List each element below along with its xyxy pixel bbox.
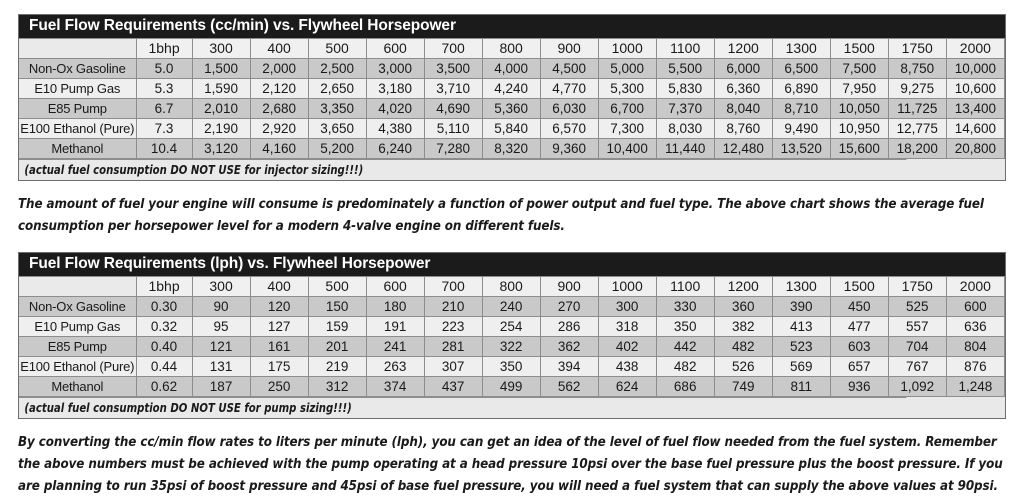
cell: 523 [772,337,830,357]
cell: 2,190 [192,119,250,139]
table-row [19,119,1005,139]
cell: 10,950 [830,119,888,139]
cell: 350 [656,317,714,337]
column-header: 600 [366,39,424,59]
cell: 382 [714,317,772,337]
cell: 2,920 [250,119,308,139]
table-row [19,79,1005,99]
table-footnote-lph: (actual fuel consumption DO NOT USE for pump sizing!!!) [19,397,906,418]
column-header: 1000 [598,39,656,59]
column-header: 700 [424,277,482,297]
cell: 0.40 [136,337,192,357]
table-footnote-ccmin: (actual fuel consumption DO NOT USE for injector sizing!!!) [19,159,906,180]
cell: 12,775 [888,119,946,139]
cell: 10.4 [136,139,192,159]
cell: 562 [540,377,598,397]
cell: 95 [192,317,250,337]
cell: 8,320 [482,139,540,159]
row-label: Non-Ox Gasoline [19,59,136,79]
spacer [18,238,1006,252]
cell: 4,020 [366,99,424,119]
table-row [19,337,1005,357]
cell: 5.0 [136,59,192,79]
column-header: 400 [250,39,308,59]
cell: 5,830 [656,79,714,99]
cell: 10,400 [598,139,656,159]
cell: 201 [308,337,366,357]
column-header: 500 [308,39,366,59]
cell: 263 [366,357,424,377]
cell: 3,650 [308,119,366,139]
cell: 180 [366,297,424,317]
header-corner [19,39,136,59]
row-label: Non-Ox Gasoline [19,297,136,317]
cell: 6,000 [714,59,772,79]
cell: 131 [192,357,250,377]
cell: 7.3 [136,119,192,139]
cell: 4,000 [482,59,540,79]
cell: 161 [250,337,308,357]
cell: 624 [598,377,656,397]
spacer [18,419,1006,432]
cell: 6,240 [366,139,424,159]
cell: 499 [482,377,540,397]
cell: 6,700 [598,99,656,119]
spacer [18,181,1006,194]
cell: 8,750 [888,59,946,79]
cell: 442 [656,337,714,357]
column-header: 900 [540,277,598,297]
cell: 636 [946,317,1004,337]
cell: 4,500 [540,59,598,79]
cell: 477 [830,317,888,337]
column-header: 1bhp [136,39,192,59]
cell: 6,890 [772,79,830,99]
cell: 350 [482,357,540,377]
column-header: 1bhp [136,277,192,297]
cell: 187 [192,377,250,397]
cell: 2,500 [308,59,366,79]
cell: 569 [772,357,830,377]
cell: 5,110 [424,119,482,139]
cell: 0.44 [136,357,192,377]
row-label: E85 Pump [19,99,136,119]
cell: 600 [946,297,1004,317]
cell: 3,000 [366,59,424,79]
row-label: E100 Ethanol (Pure) [19,357,136,377]
cell: 5,360 [482,99,540,119]
cell: 603 [830,337,888,357]
column-header: 800 [482,277,540,297]
row-label: Methanol [19,139,136,159]
cell: 18,200 [888,139,946,159]
cell: 14,600 [946,119,1004,139]
row-label: E100 Ethanol (Pure) [19,119,136,139]
cell: 330 [656,297,714,317]
table-row [19,357,1005,377]
cell: 4,240 [482,79,540,99]
fuel-flow-table-lph [19,276,1005,397]
cell: 749 [714,377,772,397]
cell: 219 [308,357,366,377]
cell: 90 [192,297,250,317]
cell: 15,600 [830,139,888,159]
cell: 6.7 [136,99,192,119]
cell: 0.32 [136,317,192,337]
cell: 9,275 [888,79,946,99]
column-header: 1500 [830,277,888,297]
cell: 3,120 [192,139,250,159]
column-header: 300 [192,39,250,59]
cell: 557 [888,317,946,337]
cell: 318 [598,317,656,337]
cell: 4,160 [250,139,308,159]
column-header: 700 [424,39,482,59]
cell: 5,000 [598,59,656,79]
cell: 936 [830,377,888,397]
cell: 13,400 [946,99,1004,119]
cell: 191 [366,317,424,337]
cell: 307 [424,357,482,377]
table-row [19,297,1005,317]
cell: 686 [656,377,714,397]
table-row [19,139,1005,159]
cell: 254 [482,317,540,337]
cell: 804 [946,337,1004,357]
cell: 121 [192,337,250,357]
cell: 2,650 [308,79,366,99]
cell: 6,030 [540,99,598,119]
cell: 482 [714,337,772,357]
cell: 2,680 [250,99,308,119]
column-header: 1750 [888,39,946,59]
column-header: 1000 [598,277,656,297]
cell: 360 [714,297,772,317]
table-title-lph: Fuel Flow Requirements (lph) vs. Flywheel Horsepower [19,253,1005,276]
column-header: 400 [250,277,308,297]
cell: 362 [540,337,598,357]
table-row [19,317,1005,337]
cell: 5,300 [598,79,656,99]
cell: 0.62 [136,377,192,397]
cell: 5,500 [656,59,714,79]
row-label: Methanol [19,377,136,397]
cell: 286 [540,317,598,337]
row-label: E85 Pump [19,337,136,357]
cell: 811 [772,377,830,397]
cell: 4,770 [540,79,598,99]
cell: 767 [888,357,946,377]
cell: 300 [598,297,656,317]
cell: 5.3 [136,79,192,99]
cell: 4,380 [366,119,424,139]
cell: 7,280 [424,139,482,159]
cell: 526 [714,357,772,377]
cell: 7,370 [656,99,714,119]
cell: 3,710 [424,79,482,99]
cell: 281 [424,337,482,357]
cell: 6,500 [772,59,830,79]
cell: 127 [250,317,308,337]
cell: 437 [424,377,482,397]
cell: 2,120 [250,79,308,99]
cell: 413 [772,317,830,337]
table-row [19,59,1005,79]
cell: 10,050 [830,99,888,119]
table-header-row [19,39,1005,59]
cell: 7,950 [830,79,888,99]
column-header: 1500 [830,39,888,59]
cell: 438 [598,357,656,377]
cell: 9,490 [772,119,830,139]
column-header: 1100 [656,39,714,59]
cell: 8,030 [656,119,714,139]
cell: 482 [656,357,714,377]
cell: 175 [250,357,308,377]
cell: 241 [366,337,424,357]
cell: 11,440 [656,139,714,159]
cell: 10,600 [946,79,1004,99]
cell: 2,010 [192,99,250,119]
column-header: 600 [366,277,424,297]
cell: 223 [424,317,482,337]
cell: 250 [250,377,308,397]
cell: 6,570 [540,119,598,139]
cell: 1,590 [192,79,250,99]
column-header: 2000 [946,39,1004,59]
cell: 3,350 [308,99,366,119]
column-header: 1200 [714,39,772,59]
cell: 120 [250,297,308,317]
column-header: 1300 [772,39,830,59]
table-row [19,377,1005,397]
cell: 150 [308,297,366,317]
cell: 240 [482,297,540,317]
column-header: 800 [482,39,540,59]
cell: 270 [540,297,598,317]
cell: 402 [598,337,656,357]
cell: 10,000 [946,59,1004,79]
column-header: 1100 [656,277,714,297]
cell: 4,690 [424,99,482,119]
cell: 394 [540,357,598,377]
cell: 8,710 [772,99,830,119]
cell: 322 [482,337,540,357]
row-label: E10 Pump Gas [19,317,136,337]
cell: 12,480 [714,139,772,159]
cell: 11,725 [888,99,946,119]
cell: 3,500 [424,59,482,79]
column-header: 300 [192,277,250,297]
cell: 13,520 [772,139,830,159]
cell: 312 [308,377,366,397]
cell: 8,760 [714,119,772,139]
table-block-lph [18,252,1006,419]
cell: 1,248 [946,377,1004,397]
cell: 8,040 [714,99,772,119]
table-row [19,99,1005,119]
cell: 1,092 [888,377,946,397]
cell: 374 [366,377,424,397]
cell: 6,360 [714,79,772,99]
table-header-row [19,277,1005,297]
cell: 450 [830,297,888,317]
cell: 20,800 [946,139,1004,159]
cell: 704 [888,337,946,357]
row-label: E10 Pump Gas [19,79,136,99]
cell: 1,500 [192,59,250,79]
column-header: 1750 [888,277,946,297]
cell: 5,200 [308,139,366,159]
column-header: 900 [540,39,598,59]
column-header: 2000 [946,277,1004,297]
cell: 876 [946,357,1004,377]
header-corner [19,277,136,297]
paragraph-ccmin-explanation: The amount of fuel your engine will consume is predominately a function of power output and fuel type. The above chart shows the average fuel consumption per horsepower level for a modern 4-valve engine on different fuels. [18,197,984,234]
table-block-ccmin [18,14,1006,181]
cell: 7,300 [598,119,656,139]
table-title-ccmin: Fuel Flow Requirements (cc/min) vs. Flywheel Horsepower [19,15,1005,38]
cell: 7,500 [830,59,888,79]
cell: 2,000 [250,59,308,79]
cell: 5,840 [482,119,540,139]
cell: 525 [888,297,946,317]
cell: 390 [772,297,830,317]
fuel-flow-table-ccmin [19,38,1005,159]
cell: 210 [424,297,482,317]
cell: 0.30 [136,297,192,317]
column-header: 1200 [714,277,772,297]
cell: 3,180 [366,79,424,99]
cell: 159 [308,317,366,337]
column-header: 1300 [772,277,830,297]
cell: 657 [830,357,888,377]
paragraph-lph-explanation: By converting the cc/min flow rates to liters per minute (lph), you can get an idea of the level of fuel flow needed from the fuel system. Remember the above numbers must be achieved with the pump operating at a head pressure 10psi over the base fuel pressure plus the boost pressure. If you are planning to run 35psi of boost pressure and 45psi of base fuel pressure, you will need a fuel system that can supply the above values at 90psi. [18,435,1003,494]
column-header: 500 [308,277,366,297]
cell: 9,360 [540,139,598,159]
